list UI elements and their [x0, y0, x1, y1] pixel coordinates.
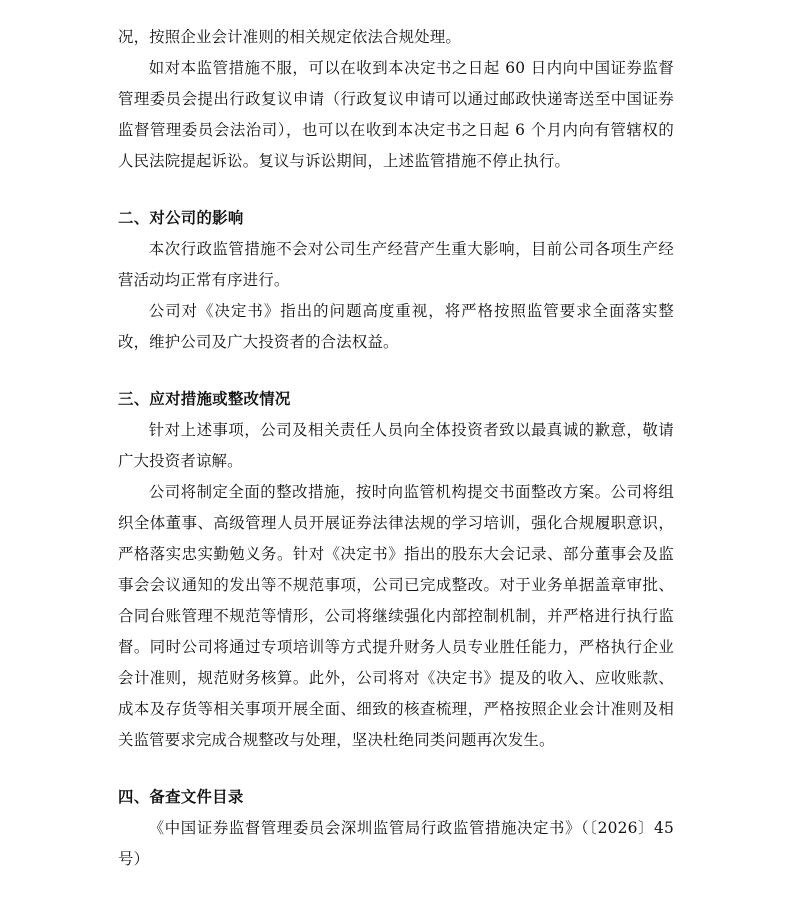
reference-doc-item: 《中国证券监督管理委员会深圳监管局行政监管措施决定书》（〔2026〕45号）	[118, 819, 674, 868]
section-heading-reference-docs: 四、备查文件目录	[118, 788, 244, 806]
section-heading-measures: 三、应对措施或整改情况	[118, 390, 291, 408]
measures-paragraph-1: 针对上述事项，公司及相关责任人员向全体投资者致以最真诚的歉意，敬请广大投资者谅解。	[118, 421, 674, 470]
impact-paragraph-2: 公司对《决定书》指出的问题高度重视，将严格按照监管要求全面落实整改，维护公司及广大投资者的合法权益。	[118, 302, 674, 351]
section-heading-impact: 二、对公司的影响	[118, 209, 244, 227]
continuation-paragraph: 况，按照企业会计准则的相关规定依法合规处理。	[118, 28, 461, 46]
section-gap	[118, 358, 674, 384]
impact-paragraph-1: 本次行政监管措施不会对公司生产经营产生重大影响，目前公司各项生产经营活动均正常有序进行。	[118, 240, 674, 289]
section-gap	[118, 756, 674, 782]
appeal-paragraph: 如对本监管措施不服，可以在收到本决定书之日起 60 日内向中国证券监督管理委员会提出行政复议申请（行政复议申请可以通过邮政快递寄送至中国证券监督管理委员会法治司），也可以在收到本决定书之日起 6 个月内向有管辖权的人民法院提起诉讼。复议与诉讼期间，上述监管措施不停止执行。	[118, 59, 674, 170]
document-body	[118, 22, 674, 875]
measures-paragraph-2: 公司将制定全面的整改措施，按时向监管机构提交书面整改方案。公司将组织全体董事、高级管理人员开展证券法律法规的学习培训，强化合规履职意识，严格落实忠实勤勉义务。针对《决定书》指出的股东大会记录、部分董事会及监事会会议通知的发出等不规范事项，公司已完成整改。对于业务单据盖章审批、合同台账管理不规范等情形，公司将继续强化内部控制机制，并严格进行执行监督。同时公司将通过专项培训等方式提升财务人员专业胜任能力，严格执行企业会计准则，规范财务核算。此外，公司将对《决定书》提及的收入、应收账款、成本及存货等相关事项开展全面、细致的核查梳理，严格按照企业会计准则及相关监管要求完成合规整改与处理，坚决杜绝同类问题再次发生。	[118, 483, 674, 749]
section-gap	[118, 177, 674, 203]
